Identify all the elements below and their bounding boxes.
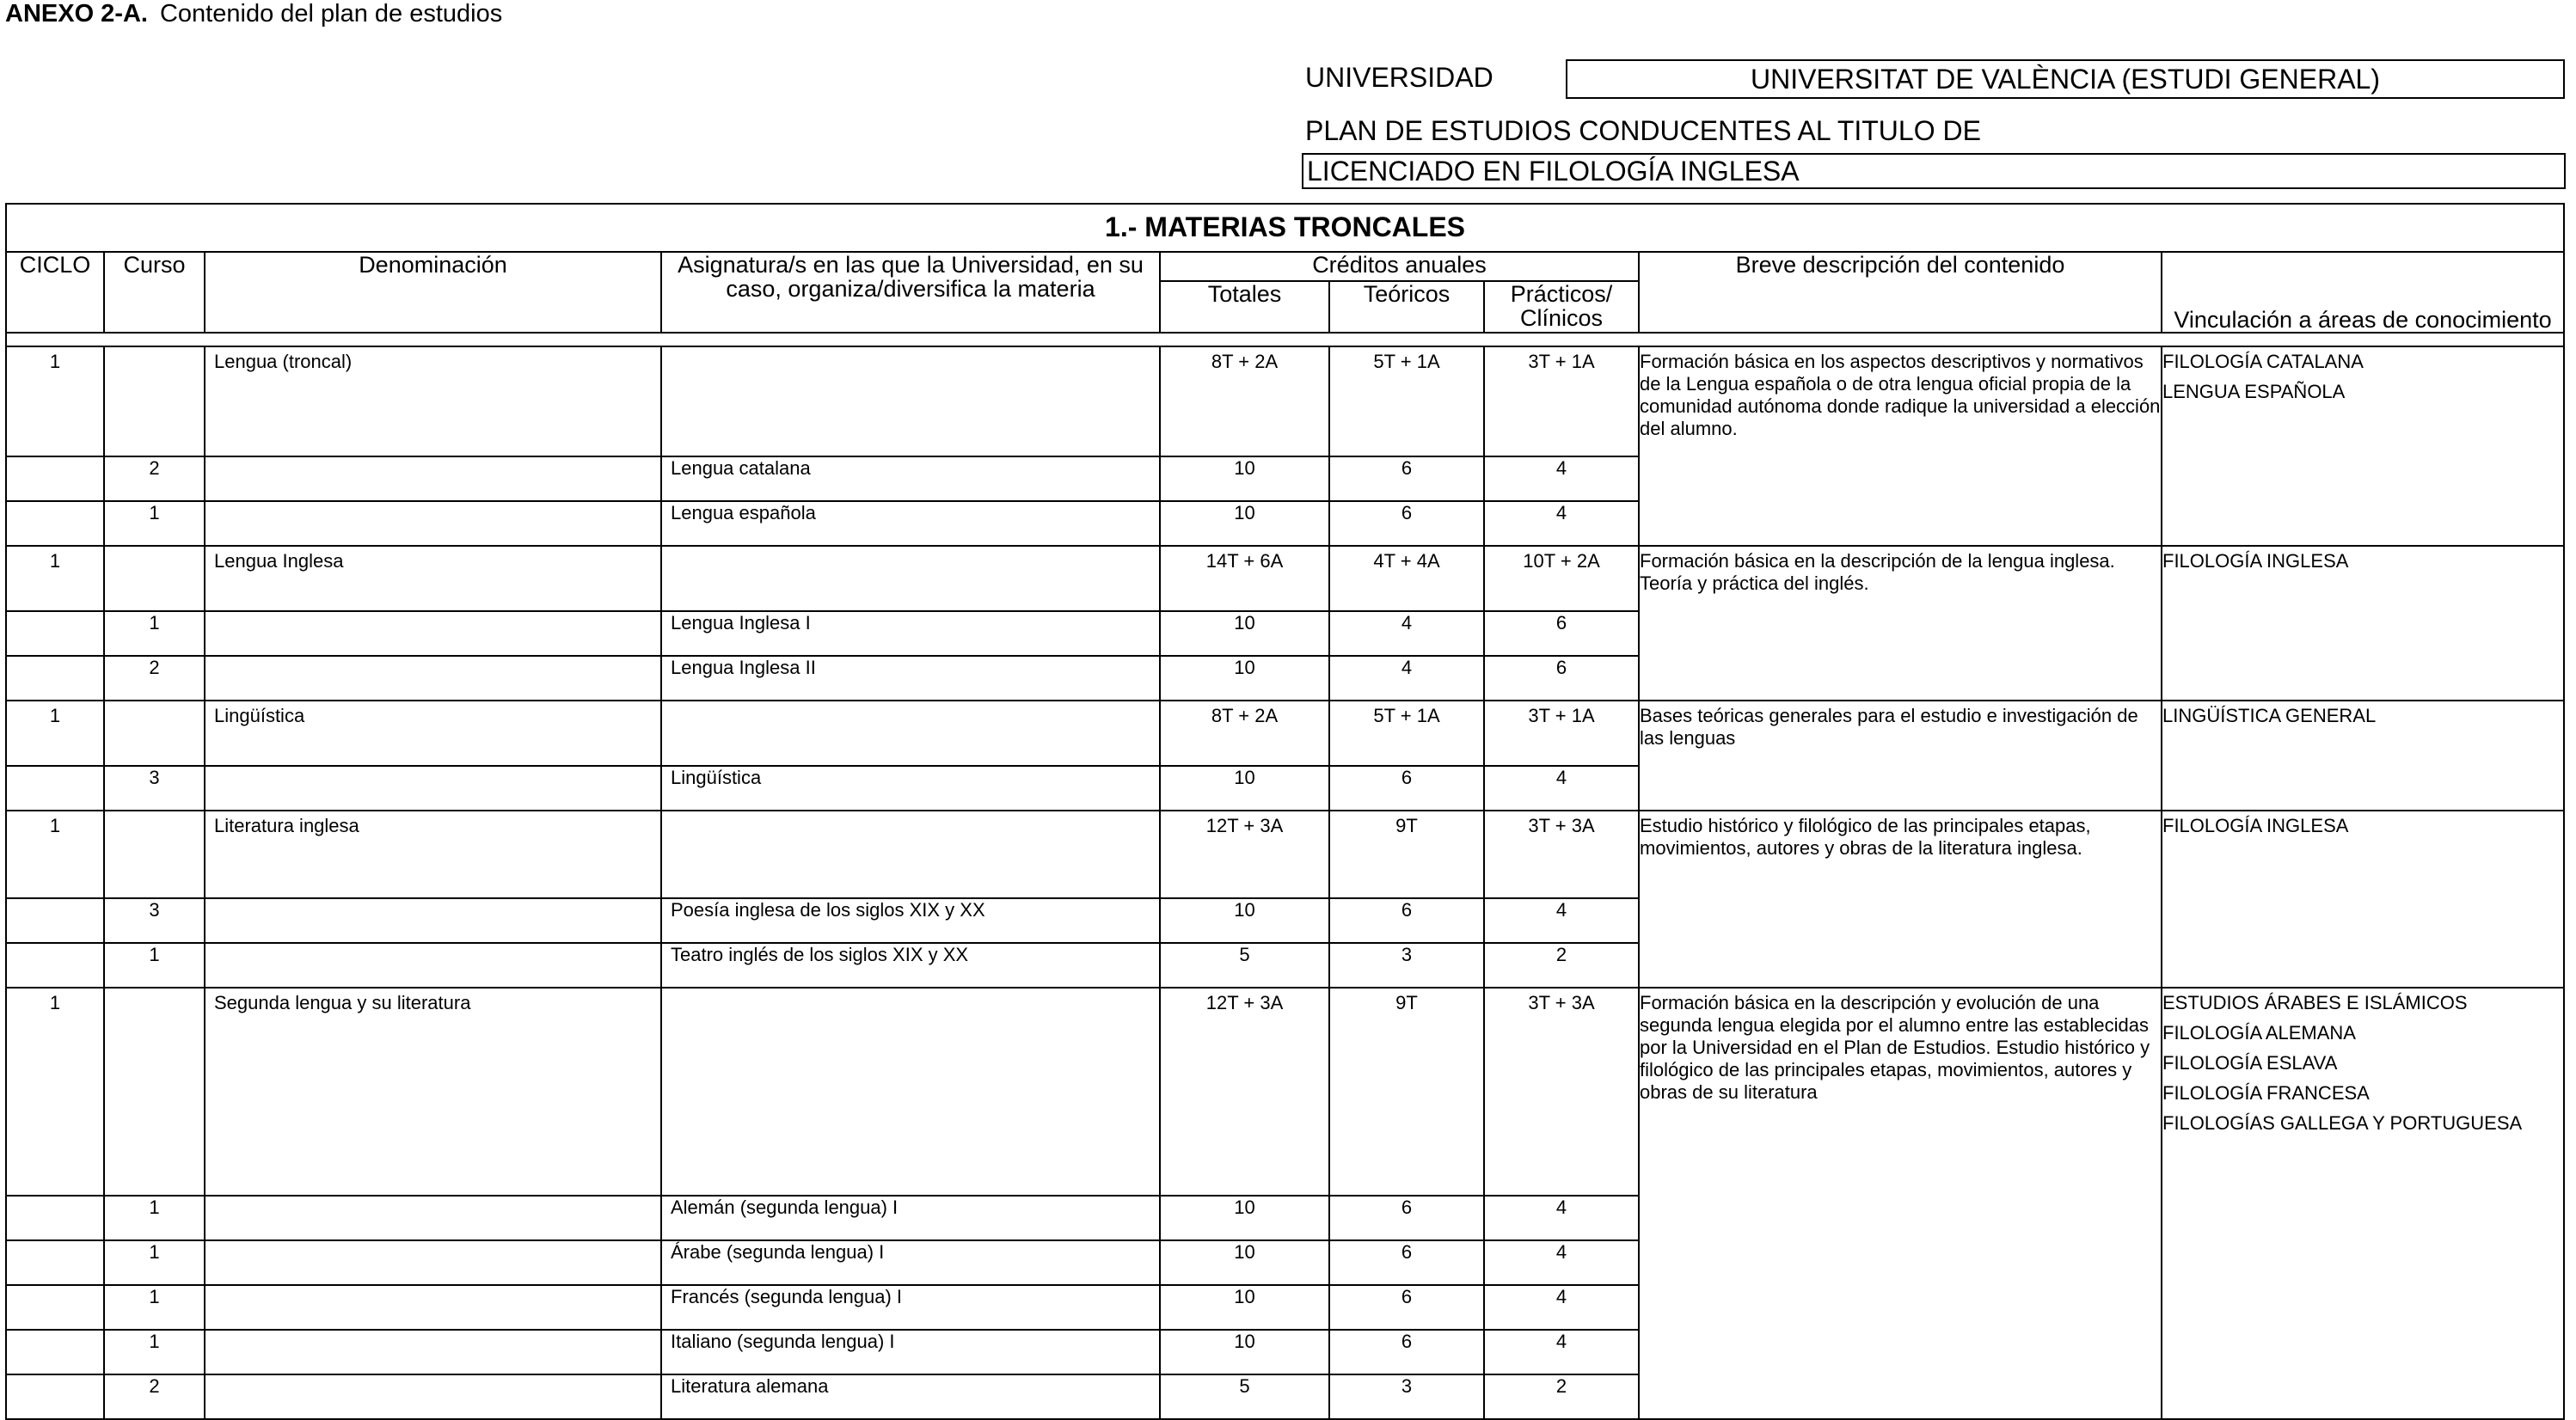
practicos-cell: 3T + 1A [1484,346,1639,456]
teoricos-cell: 9T [1329,988,1484,1196]
annex-heading [5,0,502,28]
practicos-cell: 4 [1484,501,1639,546]
totales-cell: 8T + 2A [1160,346,1329,456]
totales-cell: 10 [1160,766,1329,811]
totales-cell: 5 [1160,1374,1329,1419]
areas-cell [2162,811,2564,988]
ciclo-cell [6,1196,104,1240]
teoricos-cell: 6 [1329,766,1484,811]
header-teoricos: Teóricos [1329,281,1484,333]
curso-cell: 1 [104,611,205,656]
area-item: LENGUA ESPAÑOLA [2162,381,2346,402]
teoricos-cell: 6 [1329,898,1484,943]
practicos-cell: 4 [1484,766,1639,811]
denominacion-cell: Literatura inglesa [205,811,661,898]
description-cell: Formación básica en los aspectos descriptivos y normativos de la Lengua española o de otra lengua oficial propia de la comunidad autónoma donde radique la universidad a elección del alumno. [1639,346,2162,546]
curso-cell: 3 [104,766,205,811]
asignatura-cell: Lengua española [661,501,1160,546]
denominacion-cell [205,656,661,701]
ciclo-cell [6,656,104,701]
area-item: FILOLOGÍA ESLAVA [2162,1052,2338,1074]
areas-cell [2162,701,2564,811]
ciclo-cell [6,1330,104,1374]
ciclo-cell [6,1240,104,1285]
header-denominacion: Denominación [205,252,661,333]
practicos-cell: 4 [1484,1285,1639,1330]
teoricos-cell: 5T + 1A [1329,701,1484,766]
asignatura-cell: Alemán (segunda lengua) I [661,1196,1160,1240]
practicos-cell: 10T + 2A [1484,546,1639,611]
ciclo-cell: 1 [6,546,104,611]
teoricos-cell: 6 [1329,501,1484,546]
totales-cell: 10 [1160,1330,1329,1374]
denominacion-cell [205,943,661,988]
asignatura-cell [661,346,1160,456]
denominacion-cell [205,501,661,546]
curso-cell: 1 [104,1196,205,1240]
header-asignaturas: Asignatura/s en las que la Universidad, en su caso, organiza/diversifica la materia [661,252,1160,333]
asignatura-cell: Lengua catalana [661,456,1160,501]
teoricos-cell: 4 [1329,656,1484,701]
curso-cell: 1 [104,1285,205,1330]
areas-cell [2162,346,2564,546]
annex-label: ANEXO 2-A. [5,0,148,28]
ciclo-cell: 1 [6,988,104,1196]
teoricos-cell: 9T [1329,811,1484,898]
header-vinculacion: Vinculación a áreas de conocimiento [2162,252,2564,333]
teoricos-cell: 5T + 1A [1329,346,1484,456]
curso-cell [104,988,205,1196]
denominacion-cell: Lengua (troncal) [205,346,661,456]
group-row [6,988,2564,1196]
plan-label: PLAN DE ESTUDIOS CONDUCENTES AL TITULO DE [1305,115,1981,146]
table-body [6,346,2564,1419]
practicos-cell: 4 [1484,1196,1639,1240]
totales-cell: 10 [1160,501,1329,546]
teoricos-cell: 4T + 4A [1329,546,1484,611]
ciclo-cell [6,766,104,811]
totales-cell: 10 [1160,1285,1329,1330]
area-item: FILOLOGÍA INGLESA [2162,815,2349,836]
ciclo-cell [6,1374,104,1419]
denominacion-cell [205,766,661,811]
teoricos-cell: 6 [1329,1196,1484,1240]
area-item: LINGÜÍSTICA GENERAL [2162,705,2377,726]
area-item: FILOLOGÍA ALEMANA [2162,1022,2356,1044]
header-descripcion: Breve descripción del contenido [1639,252,2162,333]
curso-cell: 3 [104,898,205,943]
curso-cell: 1 [104,1330,205,1374]
practicos-cell: 6 [1484,611,1639,656]
description-cell: Formación básica en la descripción de la lengua inglesa. Teoría y práctica del inglés. [1639,546,2162,701]
ciclo-cell [6,1285,104,1330]
practicos-cell: 3T + 1A [1484,701,1639,766]
asignatura-cell: Lengua Inglesa II [661,656,1160,701]
description-cell: Bases teóricas generales para el estudio e investigación de las lenguas [1639,701,2162,811]
teoricos-cell: 6 [1329,1285,1484,1330]
asignatura-cell: Árabe (segunda lengua) I [661,1240,1160,1285]
practicos-cell: 4 [1484,898,1639,943]
annex-title: Contenido del plan de estudios [159,0,503,28]
asignatura-cell: Poesía inglesa de los siglos XIX y XX [661,898,1160,943]
asignatura-cell: Teatro inglés de los siglos XIX y XX [661,943,1160,988]
university-name-box: UNIVERSITAT DE VALÈNCIA (ESTUDI GENERAL) [1566,59,2565,99]
ciclo-cell [6,456,104,501]
asignatura-cell [661,546,1160,611]
area-item: FILOLOGÍAS GALLEGA Y PORTUGUESA [2162,1112,2523,1134]
denominacion-cell [205,1196,661,1240]
asignatura-cell: Lengua Inglesa I [661,611,1160,656]
curso-cell [104,546,205,611]
group-row [6,701,2564,766]
ciclo-cell: 1 [6,346,104,456]
denominacion-cell [205,611,661,656]
areas-cell [2162,988,2564,1419]
ciclo-cell [6,943,104,988]
header-ciclo: CICLO [6,252,104,333]
denominacion-cell [205,898,661,943]
description-cell: Formación básica en la descripción y evolución de una segunda lengua elegida por el alumno entre las establecidas por la Universidad en el Plan de Estudios. Estudio histórico y filológico de las principales etapas, movimientos, autores y obras de su literatura [1639,988,2162,1419]
table-title: 1.- MATERIAS TRONCALES [6,204,2564,252]
university-label: UNIVERSIDAD [1305,62,1493,93]
curso-cell: 2 [104,656,205,701]
ciclo-cell: 1 [6,811,104,898]
header-totales: Totales [1160,281,1329,333]
teoricos-cell: 3 [1329,1374,1484,1419]
header-curso: Curso [104,252,205,333]
totales-cell: 14T + 6A [1160,546,1329,611]
totales-cell: 10 [1160,611,1329,656]
areas-cell [2162,546,2564,701]
asignatura-cell: Italiano (segunda lengua) I [661,1330,1160,1374]
ciclo-cell [6,611,104,656]
totales-cell: 10 [1160,656,1329,701]
practicos-cell: 4 [1484,1240,1639,1285]
totales-cell: 10 [1160,1196,1329,1240]
totales-cell: 8T + 2A [1160,701,1329,766]
curso-cell [104,701,205,766]
teoricos-cell: 4 [1329,611,1484,656]
ciclo-cell: 1 [6,701,104,766]
curso-cell: 1 [104,943,205,988]
asignatura-cell: Francés (segunda lengua) I [661,1285,1160,1330]
denominacion-cell [205,1330,661,1374]
header-creditos: Créditos anuales [1160,252,1639,281]
asignatura-cell: Lingüística [661,766,1160,811]
totales-cell: 10 [1160,898,1329,943]
asignatura-cell: Literatura alemana [661,1374,1160,1419]
curso-cell: 1 [104,501,205,546]
group-row [6,346,2564,456]
ciclo-cell [6,898,104,943]
group-row [6,546,2564,611]
ciclo-cell [6,501,104,546]
practicos-cell: 4 [1484,456,1639,501]
curso-cell [104,346,205,456]
practicos-cell: 2 [1484,943,1639,988]
denominacion-cell [205,1240,661,1285]
curso-cell [104,811,205,898]
asignatura-cell [661,811,1160,898]
teoricos-cell: 3 [1329,943,1484,988]
totales-cell: 5 [1160,943,1329,988]
totales-cell: 10 [1160,1240,1329,1285]
practicos-cell: 4 [1484,1330,1639,1374]
group-row [6,811,2564,898]
asignatura-cell [661,701,1160,766]
teoricos-cell: 6 [1329,456,1484,501]
area-item: FILOLOGÍA FRANCESA [2162,1082,2370,1104]
denominacion-cell [205,1285,661,1330]
practicos-cell: 6 [1484,656,1639,701]
teoricos-cell: 6 [1329,1330,1484,1374]
denominacion-cell: Lingüística [205,701,661,766]
totales-cell: 12T + 3A [1160,811,1329,898]
denominacion-cell [205,1374,661,1419]
totales-cell: 12T + 3A [1160,988,1329,1196]
teoricos-cell: 6 [1329,1240,1484,1285]
troncales-table [5,203,2565,1420]
header-practicos: Prácticos/ Clínicos [1484,281,1639,333]
area-item: FILOLOGÍA INGLESA [2162,550,2349,572]
area-item: ESTUDIOS ÁRABES E ISLÁMICOS [2162,992,2468,1013]
area-item: FILOLOGÍA CATALANA [2162,351,2364,372]
practicos-cell: 2 [1484,1374,1639,1419]
description-cell: Estudio histórico y filológico de las principales etapas, movimientos, autores y obras de la literatura inglesa. [1639,811,2162,988]
curso-cell: 1 [104,1240,205,1285]
degree-title-box: LICENCIADO EN FILOLOGÍA INGLESA [1302,153,2566,189]
curso-cell: 2 [104,456,205,501]
denominacion-cell [205,456,661,501]
denominacion-cell: Segunda lengua y su literatura [205,988,661,1196]
practicos-cell: 3T + 3A [1484,811,1639,898]
denominacion-cell: Lengua Inglesa [205,546,661,611]
curso-cell: 2 [104,1374,205,1419]
asignatura-cell [661,988,1160,1196]
totales-cell: 10 [1160,456,1329,501]
practicos-cell: 3T + 3A [1484,988,1639,1196]
